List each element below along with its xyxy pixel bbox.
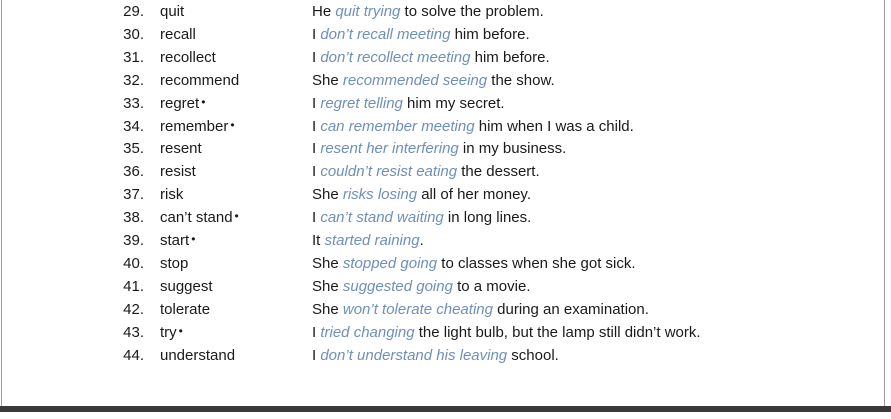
list-item	[0, 116, 886, 138]
verb-term	[160, 276, 215, 298]
example-sentence	[312, 161, 540, 183]
verb-term	[160, 70, 241, 92]
example-after: him when I was a child.	[474, 117, 634, 135]
example-after: in long lines.	[443, 209, 532, 227]
list-item	[0, 138, 886, 160]
example-before: She	[312, 254, 343, 272]
verb-label: suggest	[160, 277, 213, 295]
item-number: 37.	[123, 186, 144, 204]
example-before: I	[312, 209, 321, 227]
verb-term	[160, 1, 186, 23]
example-after: .	[419, 232, 424, 249]
verb-label: regret	[160, 94, 200, 112]
verb-term	[160, 161, 198, 183]
example-after: him before.	[450, 25, 530, 43]
example-highlight: quit trying	[335, 3, 401, 20]
verb-term	[160, 299, 212, 321]
example-sentence	[312, 93, 505, 115]
item-number: 44.	[123, 346, 144, 364]
verb-term	[160, 24, 198, 46]
example-after: during an examination.	[492, 300, 649, 318]
verb-label: resist	[160, 163, 196, 181]
item-number: 43.	[123, 323, 144, 341]
example-before: I	[312, 323, 321, 341]
example-highlight: couldn’t resist eating	[320, 163, 458, 181]
example-before: I	[312, 140, 321, 158]
verb-term	[160, 93, 205, 115]
example-before: I	[312, 346, 321, 364]
item-number: 30.	[123, 25, 144, 43]
verb-label: stop	[160, 254, 189, 272]
example-sentence	[312, 47, 550, 69]
verb-label: try	[160, 323, 177, 341]
item-number: 31.	[123, 48, 144, 66]
example-highlight: regret telling	[320, 94, 403, 112]
example-before: She	[312, 71, 343, 89]
example-after: in my business.	[458, 140, 567, 158]
example-highlight: tried changing	[320, 323, 415, 341]
verb-term	[160, 322, 183, 344]
bullet-marker: •	[234, 209, 239, 224]
example-highlight: can remember meeting	[320, 117, 475, 135]
verb-label: recollect	[160, 48, 216, 66]
example-sentence	[312, 253, 636, 275]
example-sentence	[312, 1, 544, 23]
list-item	[0, 322, 886, 344]
example-before: I	[312, 25, 321, 43]
example-highlight: can’t stand waiting	[320, 209, 444, 227]
verb-term	[160, 116, 235, 138]
item-number: 39.	[123, 232, 144, 249]
example-sentence	[312, 299, 649, 321]
item-number: 34.	[123, 117, 144, 135]
example-before: She	[312, 300, 343, 318]
verb-label: recall	[160, 25, 196, 43]
item-number: 35.	[123, 140, 144, 158]
item-number: 41.	[123, 277, 144, 295]
verb-label: understand	[160, 346, 236, 364]
example-before: I	[312, 94, 321, 112]
list-item	[0, 276, 886, 298]
example-sentence	[312, 322, 701, 344]
example-before: He	[312, 3, 336, 20]
item-number: 42.	[123, 300, 144, 318]
list-item	[0, 230, 886, 252]
example-after: the light bulb, but the lamp still didn’t work.	[414, 323, 701, 341]
example-after: him before.	[470, 48, 550, 66]
example-highlight: recommended seeing	[342, 71, 488, 89]
bullet-marker: •	[191, 232, 196, 246]
example-sentence	[312, 138, 566, 160]
example-after: the dessert.	[457, 163, 540, 181]
example-sentence	[312, 207, 531, 229]
verb-label: remember	[160, 117, 229, 135]
verb-term	[160, 47, 218, 69]
example-highlight: don’t understand his leaving	[320, 346, 508, 364]
example-highlight: don’t recall meeting	[320, 25, 451, 43]
example-before: She	[312, 186, 343, 204]
example-before: I	[312, 163, 321, 181]
example-sentence	[312, 345, 559, 367]
list-item	[0, 1, 886, 23]
verb-term	[160, 253, 190, 275]
example-highlight: started raining	[324, 232, 420, 249]
verb-label: start	[160, 232, 190, 249]
example-after: to a movie.	[452, 277, 531, 295]
item-number: 38.	[123, 209, 144, 227]
verb-term	[160, 207, 239, 229]
item-number: 32.	[123, 71, 144, 89]
example-after: him my secret.	[402, 94, 505, 112]
list-item	[0, 207, 886, 229]
verb-label: risk	[160, 186, 184, 204]
list-item	[0, 253, 886, 275]
verb-label: tolerate	[160, 300, 211, 318]
example-highlight: won’t tolerate cheating	[342, 300, 493, 318]
example-sentence	[312, 70, 555, 92]
list-item	[0, 24, 886, 46]
list-item	[0, 93, 886, 115]
verb-term	[160, 138, 204, 160]
verb-label: resent	[160, 140, 202, 158]
example-before: She	[312, 277, 343, 295]
verb-term	[160, 230, 195, 252]
list-item	[0, 299, 886, 321]
verb-label: recommend	[160, 71, 240, 89]
list-item	[0, 161, 886, 183]
item-number: 36.	[123, 163, 144, 181]
verb-term	[160, 184, 185, 206]
item-number: 29.	[123, 3, 144, 20]
bullet-marker: •	[201, 94, 206, 109]
example-highlight: suggested going	[342, 277, 453, 295]
example-highlight: risks losing	[342, 186, 418, 204]
list-item	[0, 345, 886, 367]
verb-label: can’t stand	[160, 209, 233, 227]
example-sentence	[312, 184, 531, 206]
example-after: all of her money.	[417, 186, 531, 204]
example-before: It	[312, 232, 325, 249]
example-after: to classes when she got sick.	[437, 254, 636, 272]
example-sentence	[312, 24, 530, 46]
verb-label: quit	[160, 3, 185, 20]
verb-term	[160, 345, 237, 367]
example-sentence	[312, 230, 424, 252]
example-sentence	[312, 116, 634, 138]
bullet-marker: •	[178, 323, 183, 338]
item-number: 40.	[123, 254, 144, 272]
example-after: to solve the problem.	[400, 3, 544, 20]
list-item	[0, 47, 886, 69]
example-sentence	[312, 276, 531, 298]
list-item	[0, 184, 886, 206]
example-highlight: don’t recollect meeting	[320, 48, 471, 66]
item-number: 33.	[123, 94, 144, 112]
bottom-rule	[0, 406, 891, 412]
example-after: school.	[507, 346, 559, 364]
list-item	[0, 70, 886, 92]
example-highlight: resent her interfering	[320, 140, 459, 158]
example-before: I	[312, 117, 321, 135]
example-after: the show.	[487, 71, 555, 89]
example-before: I	[312, 48, 321, 66]
example-highlight: stopped going	[342, 254, 438, 272]
bullet-marker: •	[230, 117, 235, 132]
